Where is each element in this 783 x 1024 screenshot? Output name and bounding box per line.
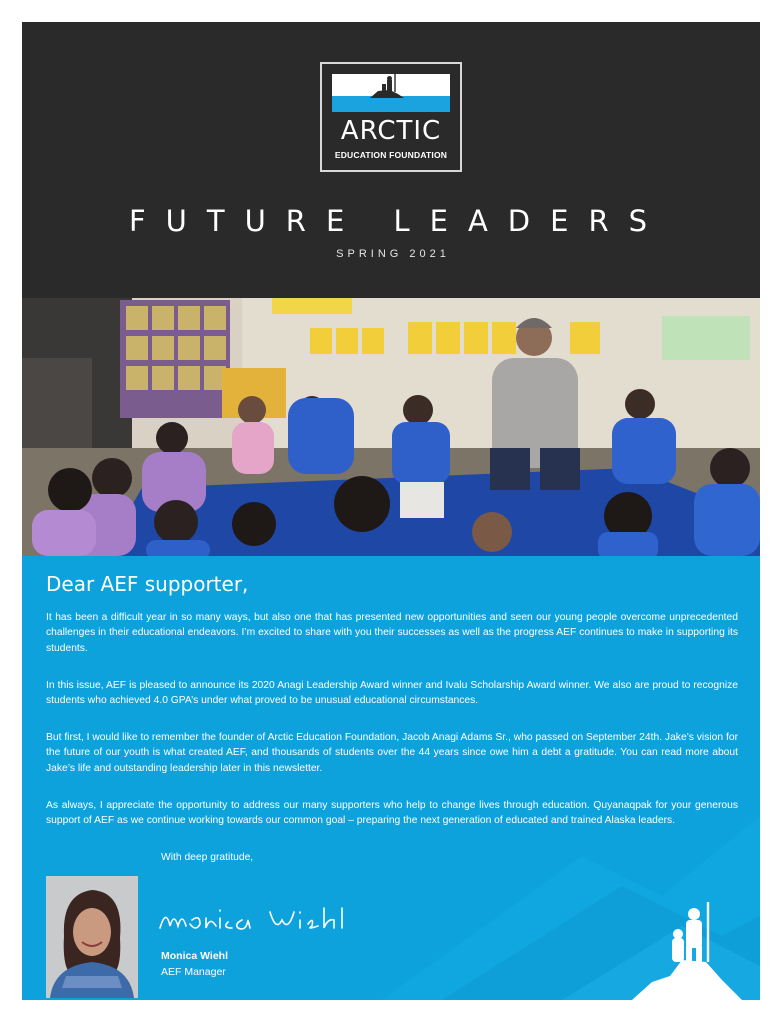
signer-role: AEF Manager	[161, 966, 226, 978]
classroom-photo	[22, 298, 760, 556]
newsletter-season: SPRING 2021	[336, 248, 450, 260]
classroom-photo-icon	[22, 298, 760, 556]
letter-closing: With deep gratitude,	[161, 852, 254, 863]
letter-paragraph: It has been a difficult year in so many ways, but also one that has presented new opportunities and seen our young people overcome unprecedented challenges in their educational endeavors. I’m excited to share with you their successes as well as the progress AEF continues to make in supporting its students.	[46, 612, 738, 654]
logo-wordmark: ARCTIC	[340, 116, 442, 146]
header-band	[22, 22, 760, 298]
letter-paragraph: In this issue, AEF is pleased to announce its 2020 Anagi Leadership Award winner and Ivalu Scholarship Award winner. We also are proud to recognize students who achieved 4.0 GPA’s under what proved to be unusual educational circumstances.	[46, 680, 738, 707]
hunter-on-ice-icon	[332, 74, 450, 112]
arctic-education-foundation-logo	[320, 62, 462, 172]
letter-paragraph: As always, I appreciate the opportunity to address our many supporters who help to change lives through education. Quyanaqpak for your generous support of AEF as we continue working towards our common goal – preparing the next generation of educated and trained Alaska leaders.	[46, 800, 738, 827]
letter-panel	[22, 556, 760, 1000]
logo-subtitle: EDUCATION FOUNDATION	[334, 150, 448, 160]
letter-greeting: Dear AEF supporter,	[46, 572, 249, 596]
manager-portrait	[46, 876, 138, 998]
newsletter-page	[22, 22, 760, 1000]
hunter-statue-icon	[622, 900, 742, 1000]
signer-name: Monica Wiehl	[161, 950, 228, 962]
person-portrait-icon	[46, 876, 138, 998]
newsletter-title: FUTURE LEADERS	[128, 204, 668, 238]
handwritten-signature	[156, 902, 406, 942]
letter-paragraph: But first, I would like to remember the founder of Arctic Education Foundation, Jacob Anagi Adams Sr., who passed on September 24th. Jake’s vision for the future of our youth is what created AEF, and thousands of students over the 44 years since owe him a debt a gratitude. You can read more about Jake’s life and outstanding leadership later in this newsletter.	[46, 732, 738, 774]
